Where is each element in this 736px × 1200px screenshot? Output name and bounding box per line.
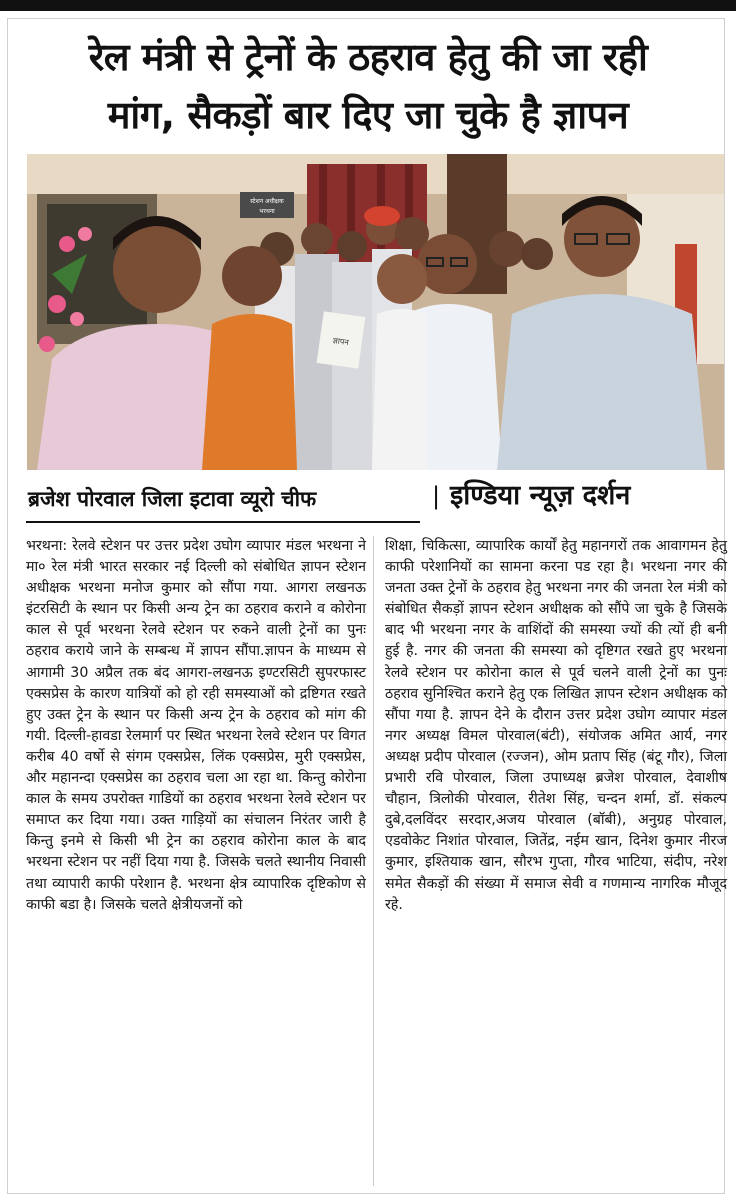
article-column-left: भरथना: रेलवे स्टेशन पर उत्तर प्रदेश उघोग व्यापार मंडल भरथना ने मा० रेल मंत्री भारत सरकार नई दिल्ली को संबोधित ज्ञापन स्टेशन अधीक्षक भरथना मनोज कुमार को सौंपा गया. आगरा लखनऊ इंटरसिटी के स्थान पर किसी अन्य ट्रेन का ठहराव कराने व कोरोना काल से पूर्व भरथना रेलवे स्टेशन पर रुकने वाली ट्रेनों का पुनः ठहराव कराये जाने के सम्बन्ध में ज्ञापन सौंपा.ज्ञापन के माध्यम से आगामी 30 अप्रैल तक बंद आगरा-लखनऊ इण्टरसिटी सुपरफास्ट एक्सप्रेस के कारण यात्रियों को हो रही समस्याओं को द्रष्टिगत रखते हुए उक्त ट्रेन के स्थान पर किसी अन्य ट्रेन के ठहराव को मांग की गयी. दिल्ली-हावडा रेलमार्ग पर स्थित भरथना रेलवे स्टेशन पर विगत करीब 40 वर्षो से संगम एक्सप्रेस, लिंक एक्सप्रेस, मुरी एक्सप्रेस, और महानन्दा एक्सप्रेस का ठहराव चला आ रहा था. किन्तु कोरोना काल के समय उपरोक्त गाडियों का ठहराव भरथना रेलवे स्टेशन पर समाप्त कर दिया गया। उक्त गाड़ियों का संचालन निरंतर जारी है किन्तु इनमे से किसी भी ट्रेन का ठहराव कोरोना काल के बाद भरथना स्टेशन पर नहीं दिया गया है. जिसके चलते स्थानीय निवासी तथा व्यापारी काफी परेशान है. भरथना क्षेत्र व्यापारिक दृष्टिकोण से काफी बडा है। जिसके चलते क्षेत्रीयजनों को xyxy=(26,538,366,913)
article-column-right: शिक्षा, चिकित्सा, व्यापारिक कार्यों हेतु महानगरों तक आवागमन हेतु काफी परेशानियों का सामना करना पड रहा है। भरथना नगर की जनता उक्त ट्रेनों के ठहराव हेतु भरथना नगर की जनता रेल मंत्री को संबोधित सैकड़ों ज्ञापन स्टेशन अधीक्षक को सौंपे जा चुके है जिसके बाद भी भरथना नगर के वाशिंदों की समस्या ज्यों की त्यों ही बनी हुई है. नगर की जनता की समस्या को दृष्टिगत रखते हुए भरथना रेलवे स्टेशन पर कोरोना काल से पूर्व चलने वाली ट्रेनों का पुनः ठहराव सुनिश्चित कराने हेतु एक लिखित ज्ञापन स्टेशन अधीक्षक को सौंपा गया है. ज्ञापन देने के दौरान उत्तर प्रदेश उघोग व्यापार मंडल नगर अध्यक्ष विमल पोरवाल(बंटी), संयोजक अमित आर्य, नगर अध्यक्ष प्रदीप पोरवाल (रज्जन), ओम प्रताप सिंह (बंटू गौर), जिला प्रभारी रवि पोरवाल, जिला उपाध्यक्ष ब्रजेश पोरवाल, देवाशीष चौहान, त्रिलोकी पोरवाल, रीतेश सिंह, चन्दन शर्मा, डॉ. संकल्प दुबे,दलविंदर सरदार,अजय पोरवाल (बॉबी), अनुग्रह पोरवाल, एडवोकेट निशांत पोरवाल, जितेंद्र, नईम खान, दिनेश कुमार नीरज कुमार, इश्तियाक खान, सौरभ गुप्ता, गौरव भाटिया, संदीप, नरेश समेत सैकड़ों की संख्या में समाज सेवी व गणमान्य नागरिक मौजूद रहे. xyxy=(385,538,727,913)
byline-author: ब्रजेश पोरवाल जिला इटावा व्यूरो चीफ xyxy=(28,487,317,511)
person-head xyxy=(301,223,333,255)
person-head xyxy=(489,231,525,267)
byline-separator: | xyxy=(432,482,441,510)
byline-publication: इण्डिया न्यूज़ दर्शन xyxy=(450,480,631,511)
flower xyxy=(78,227,92,241)
flower xyxy=(39,336,55,352)
sign-text-1: स्टेशन अधीक्षक xyxy=(250,198,284,205)
headline-line-2: मांग, सैकड़ों बार दिए जा चुके है ज्ञापन xyxy=(107,93,629,137)
person-head xyxy=(377,254,427,304)
person-body-grey-shirt xyxy=(497,294,707,470)
group-photo-illustration xyxy=(27,154,724,470)
person-head xyxy=(113,225,201,313)
person-body-orange-kurta xyxy=(202,314,297,470)
flower xyxy=(48,295,66,313)
flower xyxy=(59,236,75,252)
top-border-bar xyxy=(0,0,736,11)
column-divider xyxy=(373,536,374,1186)
sign-text-2: भरथना xyxy=(259,208,275,215)
headline-line-1: रेल मंत्री से ट्रेनों के ठहराव हेतु की जा रही xyxy=(88,35,648,79)
person-head xyxy=(222,246,282,306)
flower xyxy=(70,312,84,326)
turban xyxy=(364,206,400,226)
person-head xyxy=(521,238,553,270)
headline xyxy=(15,28,721,144)
person-head xyxy=(337,231,367,261)
memo-text: ज्ञापन xyxy=(332,335,350,348)
news-photo xyxy=(27,154,724,470)
byline-underline xyxy=(26,521,420,523)
